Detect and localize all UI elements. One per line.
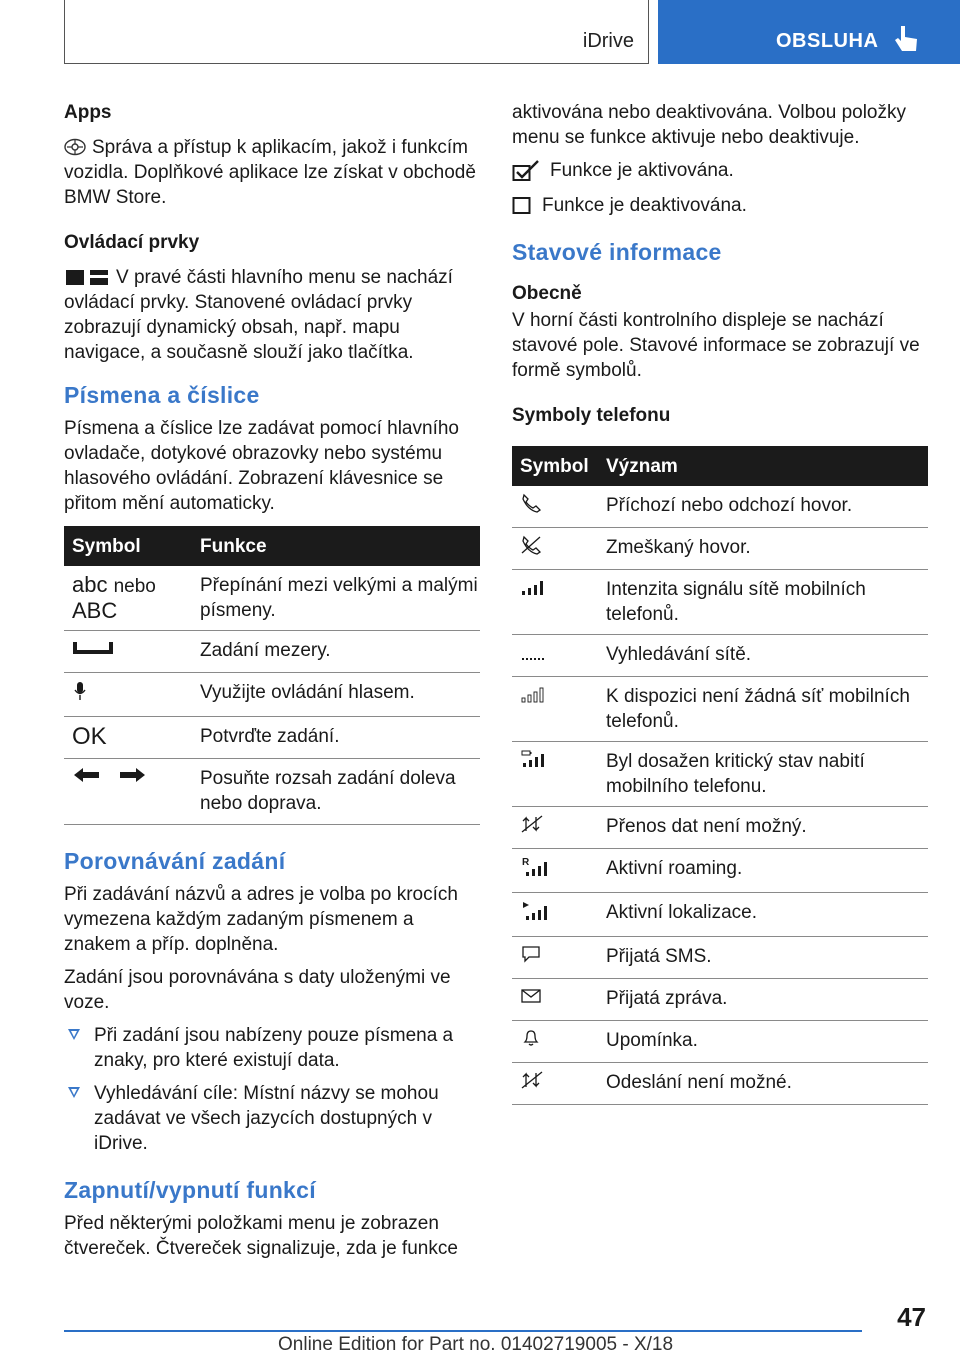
reminder-bell-icon <box>520 1028 542 1048</box>
symbol-column-header: Symbol <box>512 446 598 486</box>
checkbox-unchecked-icon <box>512 196 532 216</box>
lowercase-symbol: abc nebo <box>72 572 156 597</box>
svg-text:R: R <box>522 857 530 868</box>
table-cell: Zadání mezery. <box>192 631 480 673</box>
table-row <box>64 631 480 673</box>
checked-row <box>512 158 928 183</box>
no-network-icon <box>520 684 548 704</box>
table-cell: Přijatá SMS. <box>598 937 928 979</box>
hand-pointer-icon <box>892 24 920 54</box>
table-row <box>512 807 928 849</box>
compare-paragraph-2: Zadání jsou porovnávána s daty uloženými ve voze. <box>64 967 451 1013</box>
table-cell: Aktivní roaming. <box>598 849 928 893</box>
checkbox-checked-icon <box>512 160 540 182</box>
general-paragraph: V horní části kontrolního displeje se nachází stavové pole. Stavové informace se zobrazují ve formě symbolů. <box>512 310 920 381</box>
table-cell: Odeslání není možné. <box>598 1063 928 1105</box>
table-row <box>512 486 928 528</box>
battery-critical-icon <box>520 749 548 769</box>
table-header-row <box>64 526 480 566</box>
table-row <box>512 849 928 893</box>
list-item: Vyhledávání cíle: Místní názvy se mohou zadávat ve všech jazycích dostupných v iDrive. <box>64 1081 480 1156</box>
compare-paragraph-1: Při zadávání názvů a adres je volba po krocích vymezena každým zadaným písmenem a znakem a příp. doplněna. <box>64 884 458 955</box>
table-row <box>512 570 928 635</box>
table-row <box>64 759 480 825</box>
footer-edition-text: Online Edition for Part no. 01402719005 - X/18 <box>278 1334 674 1355</box>
controls-heading: Ovládací prvky <box>64 232 200 253</box>
no-data-icon <box>520 814 544 834</box>
table-cell: Intenzita signálu sítě mobilních telefonů. <box>598 570 928 635</box>
arrow-right-icon <box>117 766 147 784</box>
controls-paragraph: V pravé části hlavního menu se nachází ovládací prvky. Stanovené ovládací prvky zobrazují dynamický obsah, např. mapu navigace, a současně slouží jako tlačítka. <box>64 267 453 363</box>
ok-symbol: OK <box>72 723 107 750</box>
sms-icon <box>520 944 542 964</box>
table-header-row <box>512 446 928 486</box>
checked-text: Funkce je aktivována. <box>550 160 734 181</box>
table-cell: Zmeškaný hovor. <box>598 528 928 570</box>
phone-symbols-heading: Symboly telefonu <box>512 405 671 426</box>
table-row <box>512 1021 928 1063</box>
right-column <box>512 100 928 1105</box>
bullet-triangle-icon <box>68 1087 80 1098</box>
compare-heading: Porovnávání zadání <box>64 848 286 874</box>
symbol-column-header: Symbol <box>64 526 192 566</box>
microphone-icon <box>72 680 88 702</box>
network-search-icon <box>520 642 548 662</box>
missed-call-icon <box>520 535 542 555</box>
phone-symbols-table <box>512 446 928 1105</box>
page-number: 47 <box>897 1302 926 1332</box>
controls-tiles-icon <box>64 268 110 286</box>
status-heading: Stavové informace <box>512 239 722 265</box>
table-cell: Přenos dat není možný. <box>598 807 928 849</box>
table-row <box>512 528 928 570</box>
table-cell: Příchozí nebo odchozí hovor. <box>598 486 928 528</box>
message-icon <box>520 986 542 1006</box>
space-bar-icon <box>72 638 114 658</box>
toggle-paragraph: Před některými položkami menu je zobrazen čtvereček. Čtvereček signalizuje, zda je funkce <box>64 1213 458 1259</box>
header-section-box <box>64 0 649 64</box>
apps-heading: Apps <box>64 102 112 123</box>
table-cell: Upomínka. <box>598 1021 928 1063</box>
function-column-header: Funkce <box>192 526 480 566</box>
phone-call-icon <box>520 493 542 513</box>
table-row <box>512 937 928 979</box>
apps-gear-icon <box>64 138 86 156</box>
letters-heading: Písmena a číslice <box>64 382 260 408</box>
table-cell: Potvrďte zadání. <box>192 717 480 759</box>
uppercase-symbol: ABC <box>72 598 118 623</box>
toggle-heading: Zapnutí/vypnutí funkcí <box>64 1177 316 1203</box>
unchecked-row <box>512 193 928 218</box>
table-cell: K dispozici není žádná síť mobilních telefonů. <box>598 677 928 742</box>
table-cell: Přijatá zpráva. <box>598 979 928 1021</box>
signal-strength-icon <box>520 577 548 597</box>
table-cell: Posuňte rozsah zadání doleva nebo doprava. <box>192 759 480 825</box>
general-heading: Obecně <box>512 283 582 304</box>
letters-paragraph: Písmena a číslice lze zadávat pomocí hlavního ovladače, dotykové obrazovky nebo systému hlasového ovládání. Zobrazení klávesnice se přitom mění automaticky. <box>64 418 459 514</box>
header-section-title: iDrive <box>582 30 634 52</box>
arrow-left-icon <box>72 766 102 784</box>
list-item: Při zadání jsou nabízeny pouze písmena a znaky, pro které existují data. <box>64 1023 480 1073</box>
roaming-icon <box>520 856 548 878</box>
table-cell: Vyhledávání sítě. <box>598 635 928 677</box>
table-row <box>64 566 480 631</box>
table-row <box>512 635 928 677</box>
unchecked-text: Funkce je deaktivována. <box>542 195 747 216</box>
bullet-triangle-icon <box>68 1029 80 1040</box>
localization-icon <box>520 900 548 922</box>
table-row <box>64 717 480 759</box>
table-row <box>512 893 928 937</box>
send-failed-icon <box>520 1070 544 1090</box>
table-cell: Aktivní lokalizace. <box>598 893 928 937</box>
table-row <box>512 979 928 1021</box>
table-cell: Přepínání mezi velkými a malými písmeny. <box>192 566 480 631</box>
table-cell: Využijte ovládání hlasem. <box>192 673 480 717</box>
table-row <box>64 673 480 717</box>
table-cell: Byl dosažen kritický stav nabití mobilního telefonu. <box>598 742 928 807</box>
header-chapter-box <box>658 0 960 64</box>
meaning-column-header: Význam <box>598 446 928 486</box>
table-row <box>512 1063 928 1105</box>
footer-divider <box>64 1330 862 1332</box>
left-column <box>64 100 480 1269</box>
header-chapter-title: OBSLUHA <box>776 30 879 52</box>
apps-paragraph: Správa a přístup k aplikacím, jakož i funkcím vozidla. Doplňkové aplikace lze získat v obchodě BMW Store. <box>64 137 476 208</box>
input-symbols-table <box>64 526 480 825</box>
table-row <box>512 677 928 742</box>
toggle-continued-paragraph: aktivována nebo deaktivována. Volbou položky menu se funkce aktivuje nebo deaktivuje. <box>512 102 906 148</box>
table-row <box>512 742 928 807</box>
